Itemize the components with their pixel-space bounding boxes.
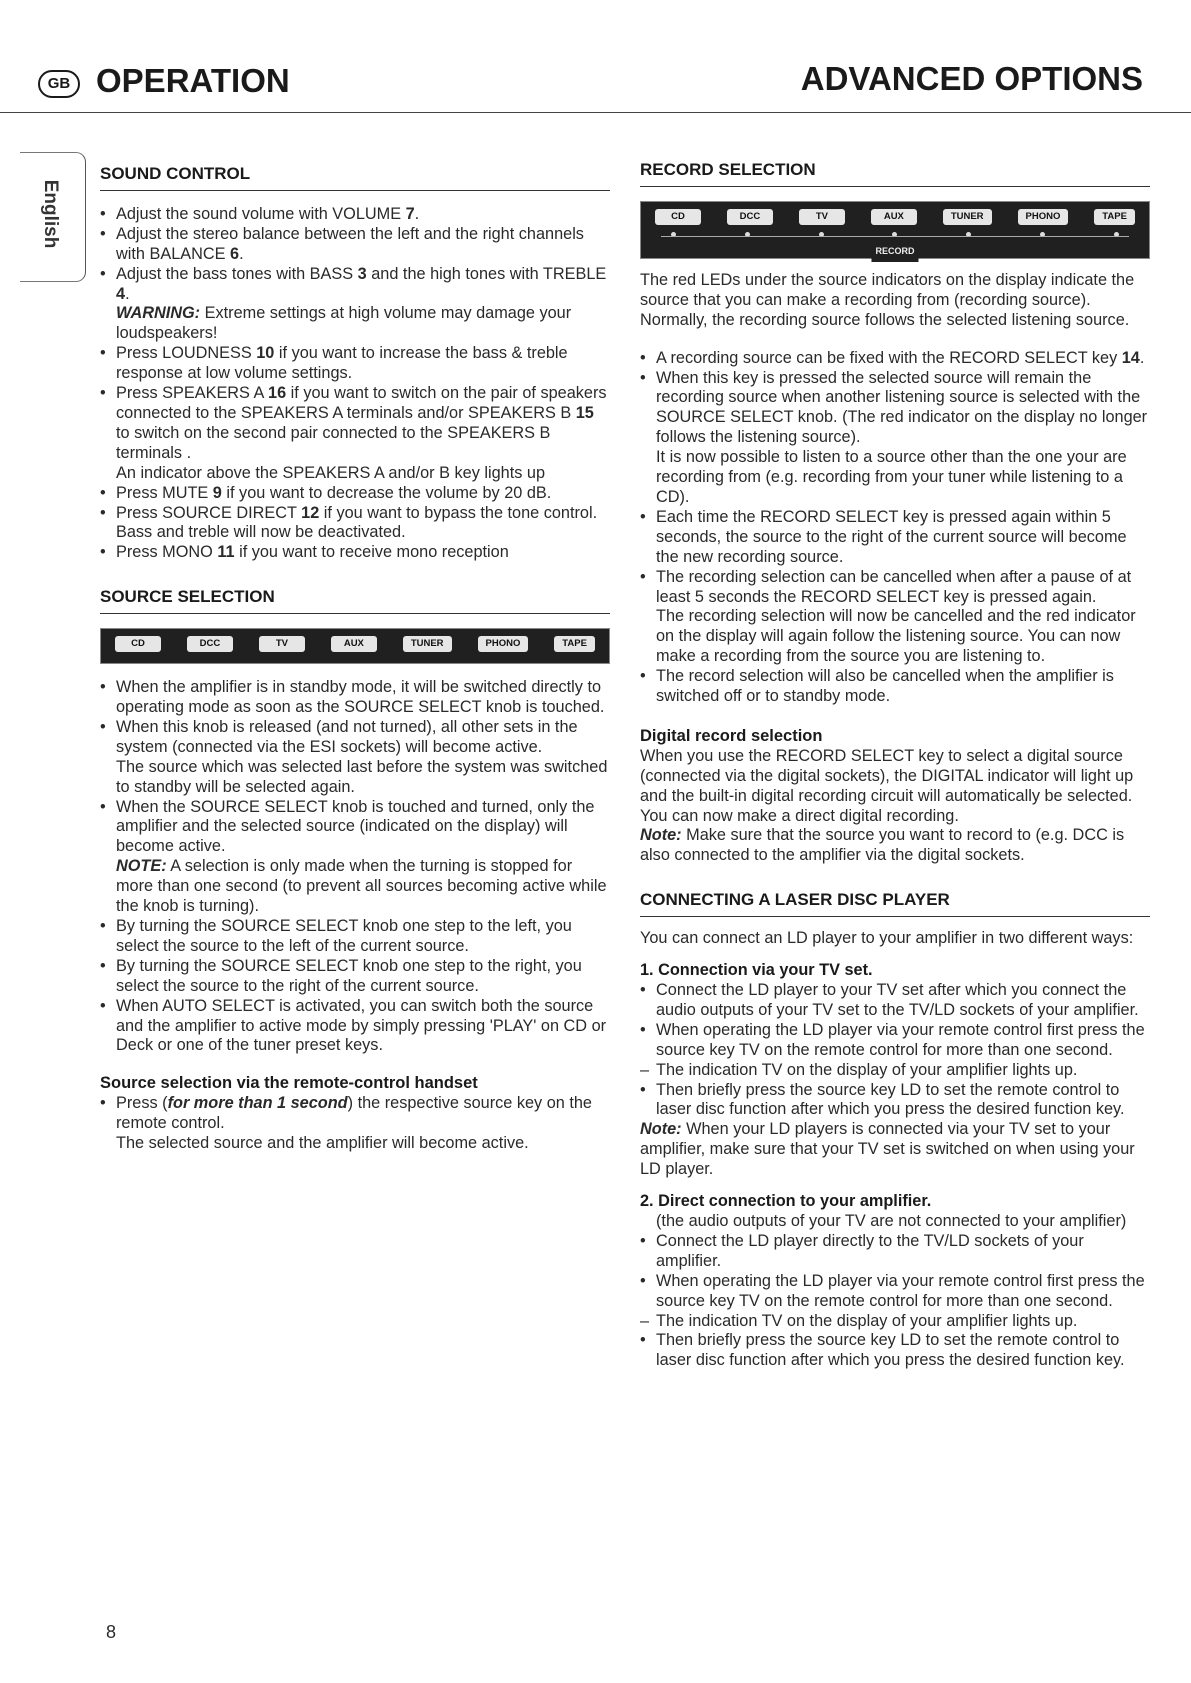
list-item: • Press MONO 11 if you want to receive mono reception	[100, 543, 610, 563]
language-tab-label: English	[40, 179, 61, 249]
panel-key-tuner: TUNER	[943, 209, 992, 225]
panel-key-aux: AUX	[331, 636, 377, 652]
record-intro: The red LEDs under the source indicators on the display indicate the source that you can make a recording from (recording source). Normally, the recording source follows the selected listening source.	[640, 270, 1135, 329]
source-selection-heading: SOURCE SELECTION	[100, 587, 610, 614]
panel-key-tape: TAPE	[1094, 209, 1135, 225]
sound-control-list	[100, 205, 610, 563]
connection-tv-heading: 1. Connection via your TV set.	[640, 961, 873, 980]
list-item: • Adjust the stereo balance between the left and the right channels with BALANCE 6.	[100, 225, 610, 265]
panel-key-phono: PHONO	[478, 636, 529, 652]
panel-key-tv: TV	[259, 636, 305, 652]
remote-selection-heading: Source selection via the remote-control handset	[100, 1074, 478, 1093]
source-keys	[101, 636, 609, 652]
right-column	[640, 160, 1150, 1371]
remote-selection-list	[100, 1094, 610, 1154]
list-item: • Press (for more than 1 second) the respective source key on the remote control. The selected source and the amplifier will become active.	[100, 1094, 610, 1154]
source-panel	[100, 628, 610, 664]
connection-tv-note: Note: When your LD players is connected via your TV set to your amplifier, make sure that your TV set is switched on when using your LD player.	[640, 1120, 1135, 1179]
list-item: • The record selection will also be cancelled when the amplifier is switched off or to standby mode.	[640, 667, 1150, 707]
list-item: • Adjust the bass tones with BASS 3 and the high tones with TREBLE 4. WARNING: Extreme settings at high volume may damage your loudspeakers!	[100, 265, 610, 345]
list-item: • Connect the LD player to your TV set after which you connect the audio outputs of your TV set to the TV/LD sockets of your amplifier.	[640, 981, 1150, 1021]
list-item: • Press SOURCE DIRECT 12 if you want to bypass the tone control. Bass and treble will now be deactivated.	[100, 504, 610, 544]
panel-key-tuner: TUNER	[403, 636, 452, 652]
list-item: • When this knob is released (and not turned), all other sets in the system (connected via the ESI sockets) will become active. The source which was selected last before the system was switched to standby will be selected again.	[100, 718, 610, 798]
laser-disc-heading: CONNECTING A LASER DISC PLAYER	[640, 890, 1150, 917]
header-advanced-options: ADVANCED OPTIONS	[800, 60, 1143, 97]
digital-record-note: Note: Make sure that the source you want to record to (e.g. DCC is also connected to the amplifier via the digital sockets.	[640, 826, 1125, 865]
panel-key-dcc: DCC	[727, 209, 773, 225]
panel-key-tape: TAPE	[554, 636, 595, 652]
list-item: • By turning the SOURCE SELECT knob one step to the left, you select the source to the left of the current source.	[100, 917, 610, 957]
gb-badge: GB	[38, 70, 80, 98]
list-item: • Then briefly press the source key LD to set the remote control to laser disc function after which you press the desired function key.	[640, 1331, 1150, 1371]
panel-key-phono: PHONO	[1018, 209, 1069, 225]
list-item: – The indication TV on the display of your amplifier lights up.	[640, 1061, 1150, 1081]
page-header	[0, 50, 1191, 120]
connection-tv-list	[640, 981, 1150, 1120]
left-column	[100, 164, 610, 1154]
header-operation: OPERATION	[96, 62, 290, 99]
record-panel	[640, 201, 1150, 259]
list-item: • Press MUTE 9 if you want to decrease the volume by 20 dB.	[100, 484, 610, 504]
panel-key-aux: AUX	[871, 209, 917, 225]
panel-key-cd: CD	[655, 209, 701, 225]
list-item: • Press LOUDNESS 10 if you want to increase the bass & treble response at low volume settings.	[100, 344, 610, 384]
list-item: • Each time the RECORD SELECT key is pressed again within 5 seconds, the source to the right of the current source will become the new recording source.	[640, 508, 1150, 568]
list-item: • Press SPEAKERS A 16 if you want to switch on the pair of speakers connected to the SPEAKERS A terminals and/or SPEAKERS B 15 to switch on the second pair connected to the SPEAKERS B terminals . An indicator above the SPEAKERS A and/or B key lights up	[100, 384, 610, 484]
panel-key-tv: TV	[799, 209, 845, 225]
record-label: RECORD	[871, 242, 918, 262]
list-item: • A recording source can be fixed with the RECORD SELECT key 14.	[640, 349, 1150, 369]
page-number: 8	[106, 1622, 117, 1642]
record-selection-list	[640, 349, 1150, 707]
record-line	[661, 236, 1129, 237]
list-item: • By turning the SOURCE SELECT knob one step to the right, you select the source to the right of the current source.	[100, 957, 610, 997]
list-item: • When AUTO SELECT is activated, you can switch both the source and the amplifier to active mode by simply pressing 'PLAY' on CD or Deck or one of the tuner preset keys.	[100, 997, 610, 1057]
record-keys	[641, 209, 1149, 225]
list-item: • The recording selection can be cancelled when after a pause of at least 5 seconds the RECORD SELECT key is pressed again. The recording selection will now be cancelled and the red indicator on the display will again follow the listening source. You can now make a recording from the source you are listening to.	[640, 568, 1150, 668]
list-item: • Then briefly press the source key LD to set the remote control to laser disc function after which you press the desired function key.	[640, 1081, 1150, 1121]
direct-connection-list	[640, 1232, 1150, 1371]
list-item: • When operating the LD player via your remote control first press the source key TV on the remote control for more than one second.	[640, 1272, 1150, 1312]
digital-record-heading: Digital record selection	[640, 726, 823, 745]
list-item: • When this key is pressed the selected source will remain the recording source when another listening source is selected with the SOURCE SELECT knob. (The red indicator on the display no longer follows the listening source). It is now possible to listen to a source other than the one your are recording from (e.g. recording from your tuner while listening to a CD).	[640, 369, 1150, 508]
panel-key-cd: CD	[115, 636, 161, 652]
record-selection-heading: RECORD SELECTION	[640, 160, 1150, 187]
direct-connection-sub: (the audio outputs of your TV are not connected to your amplifier)	[656, 1211, 1127, 1230]
list-item: • When the amplifier is in standby mode, it will be switched directly to operating mode as soon as the SOURCE SELECT knob is touched.	[100, 678, 610, 718]
warning: WARNING: Extreme settings at high volume may damage your loudspeakers!	[116, 304, 572, 343]
speakers-note: An indicator above the SPEAKERS A and/or B key lights up	[116, 463, 545, 482]
list-item: • When the SOURCE SELECT knob is touched and turned, only the amplifier and the selected source (indicated on the display) will become active. NOTE: A selection is only made when the turning is stopped for more than one second (to prevent all sources becoming active while the knob is turning).	[100, 798, 610, 917]
source-selection-list	[100, 678, 610, 1056]
list-item: • Connect the LD player directly to the TV/LD sockets of your amplifier.	[640, 1232, 1150, 1272]
list-item: • When operating the LD player via your remote control first press the source key TV on the remote control for more than one second.	[640, 1021, 1150, 1061]
sound-control-heading: SOUND CONTROL	[100, 164, 610, 191]
direct-connection-heading: 2. Direct connection to your amplifier.	[640, 1192, 932, 1211]
digital-record-text: When you use the RECORD SELECT key to select a digital source (connected via the digital sockets), the DIGITAL indicator will light up and the built-in digital recording circuit will automatically be selected. You can now make a direct digital recording.	[640, 746, 1134, 825]
panel-key-dcc: DCC	[187, 636, 233, 652]
laser-disc-intro: You can connect an LD player to your amplifier in two different ways:	[640, 929, 1134, 948]
list-item: – The indication TV on the display of your amplifier lights up.	[640, 1312, 1150, 1332]
header-rule	[0, 112, 1191, 113]
list-item: • Adjust the sound volume with VOLUME 7.	[100, 205, 610, 225]
